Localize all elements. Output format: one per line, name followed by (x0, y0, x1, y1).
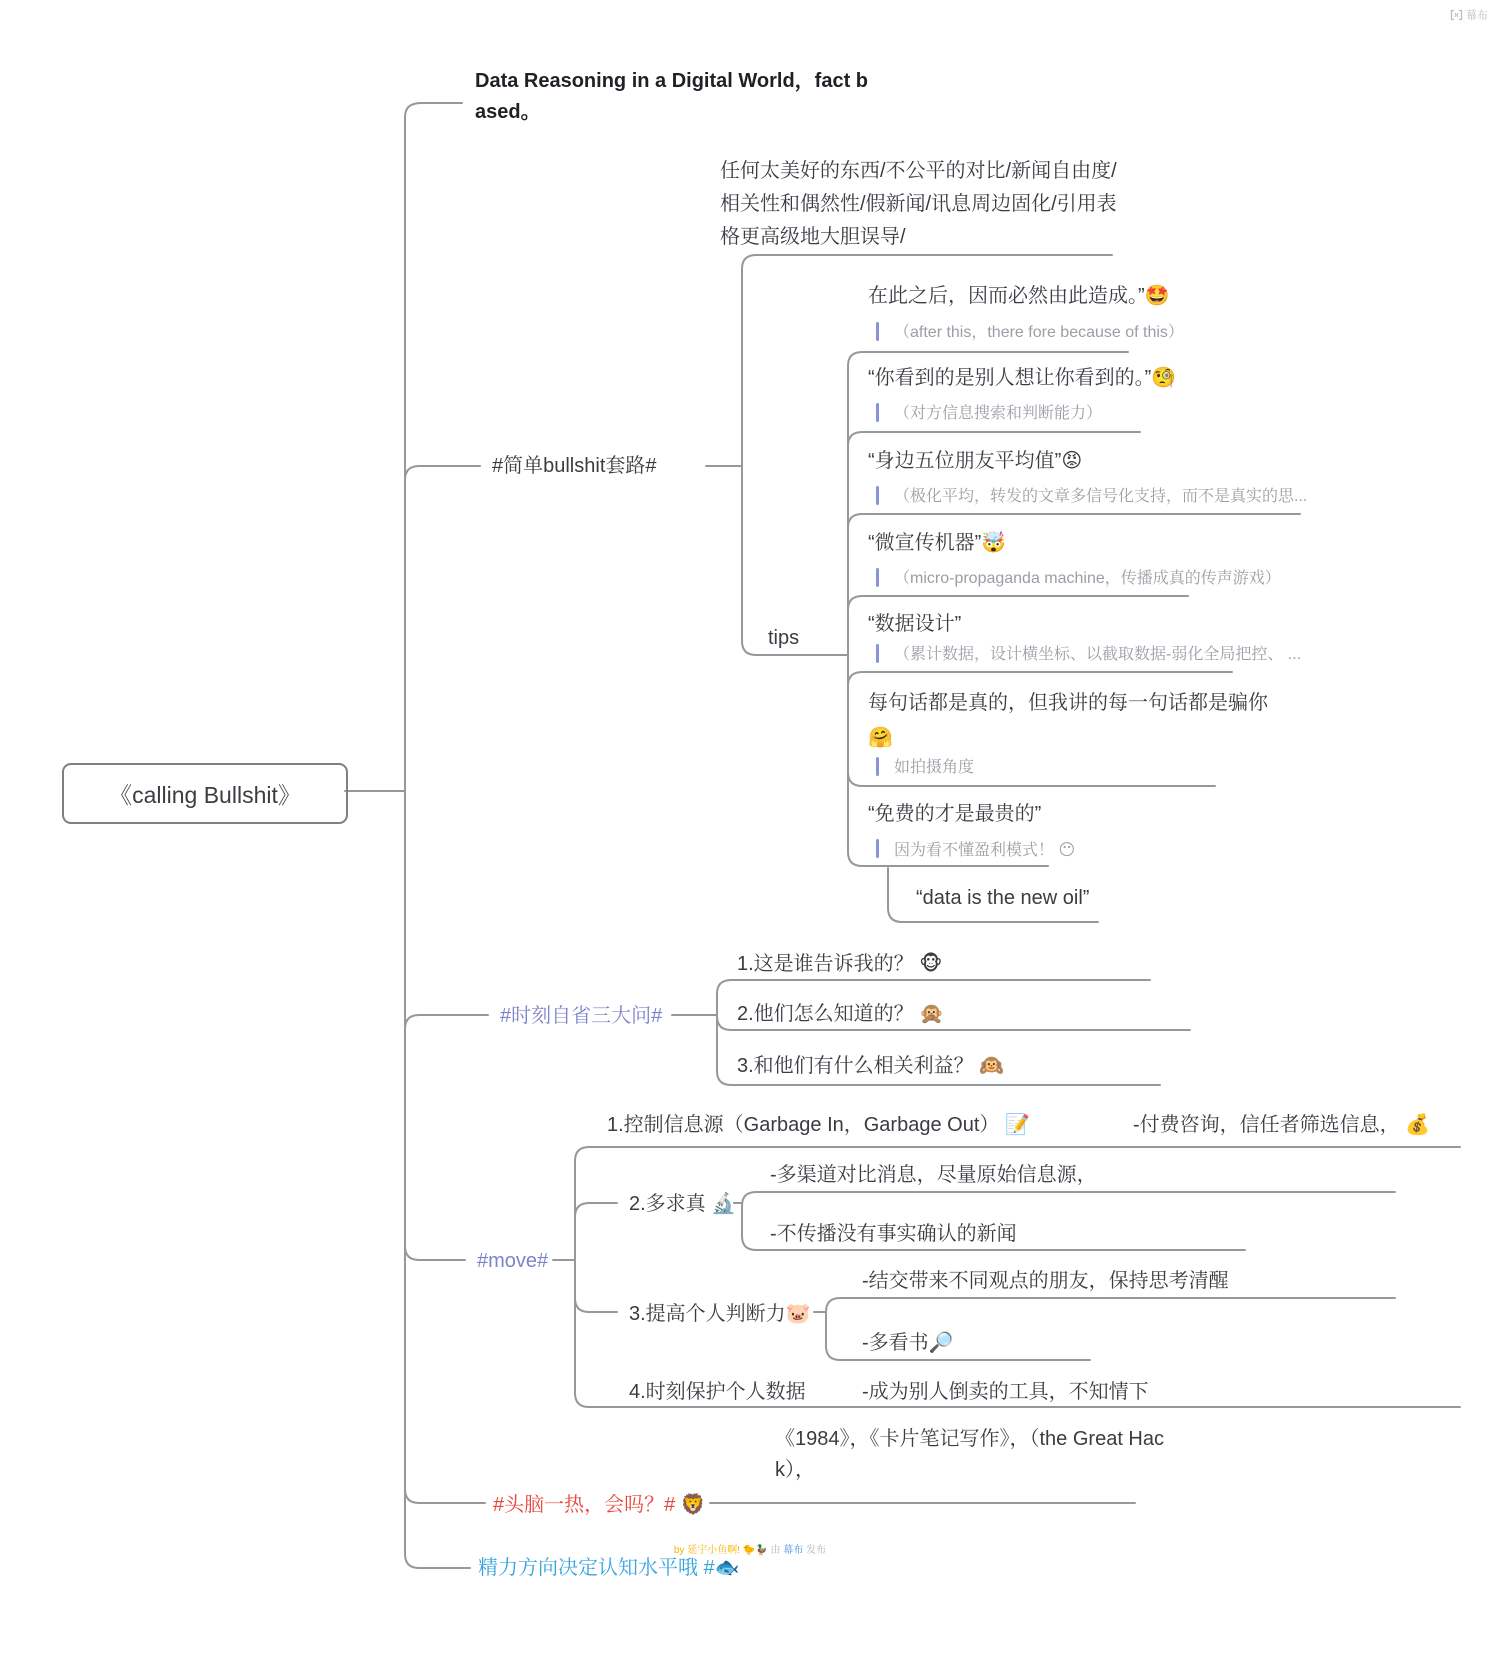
note-bar (876, 757, 879, 776)
fish-emoji: 🐟 (714, 1555, 740, 1579)
branch-move[interactable]: #move# (477, 1250, 549, 1272)
note-micro-propaganda-machine: （micro-propaganda machine，传播成真的传声游戏） (894, 570, 1281, 587)
move-control-info-source[interactable]: 1.控制信息源（Garbage In，Garbage Out） 📝 (607, 1112, 1030, 1136)
move-protect-personal-data[interactable]: 4.时刻保护个人数据 (629, 1381, 806, 1403)
footer-by-label: by (673, 1545, 685, 1556)
note-polarized-average: （极化平均，转发的文章多信号化支持，而不是真实的思... (894, 488, 1308, 505)
move-friends-different-views[interactable]: -结交带来不同观点的朋友，保持思考清醒 (862, 1270, 1229, 1292)
mubu-logo-icon (1450, 9, 1463, 21)
question-who-told-me[interactable]: 1.这是谁告诉我的？ 🐵 (737, 951, 943, 975)
footer-author-link[interactable]: 延宇小鱼啊! (687, 1545, 741, 1556)
node-tips[interactable]: tips (768, 627, 800, 649)
move-paid-consulting[interactable]: -付费咨询，信任者筛选信息， 💰 (1133, 1112, 1431, 1136)
note-camera-angle: 如拍摄角度 (894, 759, 975, 776)
tip-you-see-what-they-want[interactable]: “你看到的是别人想让你看到的。”🧐 (868, 365, 1177, 389)
memo-emoji: 📝 (1004, 1112, 1030, 1136)
branch-simple-bullshit-tricks[interactable]: #简单bullshit套路# (492, 455, 657, 477)
hugging-face-emoji: 🤗 (868, 725, 893, 749)
mubu-watermark (1450, 7, 1488, 23)
note-bar (876, 322, 879, 341)
note-bar (876, 644, 879, 663)
monocle-face-emoji: 🧐 (1151, 365, 1177, 389)
move-multi-channel-compare[interactable]: -多渠道对比消息，尽量原始信息源， (770, 1164, 1097, 1186)
note-cumulative-data: （累计数据，设计横坐标、以截取数据-弱化全局把控、 ... (894, 646, 1302, 663)
note-info-search-judgement: （对方信息搜索和判断能力） (894, 405, 1103, 422)
branch-three-self-questions[interactable]: #时刻自省三大问# (500, 1005, 663, 1027)
tip-five-friends-average[interactable]: “身边五位朋友平均值”😡 (868, 448, 1083, 472)
move-improve-judgement[interactable]: 3.提高个人判断力🐷 (629, 1301, 811, 1325)
note-bar (876, 403, 879, 422)
note-bar (876, 486, 879, 505)
pig-face-emoji: 🐷 (785, 1301, 811, 1325)
move-no-unverified-news[interactable]: -不传播没有事实确认的新闻 (770, 1223, 1017, 1245)
node-misleading-patterns-list[interactable]: 任何太美好的东西/不公平的对比/新闻自由度/相关性和偶然性/假新闻/讯息周边固化/引用表格更高级地大胆误导/ (720, 160, 1117, 248)
tip-free-is-most-expensive[interactable]: “免费的才是最贵的” (868, 803, 1042, 825)
note-after-this: （after this，there fore because of this） (894, 324, 1184, 341)
note-bar (876, 568, 879, 587)
branch-energy-direction[interactable]: 精力方向决定认知水平哦 #🐟 (478, 1555, 740, 1579)
chick-duck-emojis: 🐤🦆 (742, 1545, 768, 1556)
move-read-more-books[interactable]: -多看书🔎 (862, 1330, 954, 1354)
microscope-emoji: 🔬 (711, 1191, 737, 1215)
tip-post-hoc[interactable]: 在此之后，因而必然由此造成。”🤩 (868, 283, 1170, 307)
move-seek-truth[interactable]: 2.多求真 🔬 (629, 1191, 737, 1215)
star-struck-emoji: 🤩 (1144, 283, 1170, 307)
footer-via-label: 由 (770, 1545, 781, 1556)
hear-no-evil-emoji: 🙉 (979, 1053, 1005, 1077)
question-what-interest[interactable]: 3.和他们有什么相关利益？ 🙉 (737, 1053, 1005, 1077)
root-title: 《calling Bullshit》 (109, 782, 301, 808)
speak-no-evil-emoji: 🙊 (919, 1001, 945, 1025)
note-profit-model: 因为看不懂盈利模式！ 😶 (894, 840, 1076, 859)
tip-data-design[interactable]: “数据设计” (868, 613, 962, 635)
root-node-calling-bullshit[interactable] (62, 763, 348, 824)
move-resold-tool-unknowingly[interactable]: -成为别人倒卖的工具，不知情下 (862, 1381, 1149, 1403)
monkey-face-emoji: 🐵 (919, 951, 943, 975)
mubu-brand-label: 幕布 (1466, 10, 1488, 22)
branch-data-reasoning[interactable]: Data Reasoning in a Digital World，fact based。 (475, 70, 869, 123)
magnifying-glass-emoji: 🔎 (928, 1330, 954, 1354)
footer-mubu-link[interactable]: 幕布 (783, 1545, 804, 1556)
lion-face-emoji: 🦁 (680, 1492, 706, 1516)
branch-hot-headed[interactable]: #头脑一热，会吗？# 🦁 (493, 1492, 706, 1516)
no-mouth-face-emoji: 😶 (1058, 840, 1076, 859)
tip-every-sentence-true[interactable]: 每句话都是真的，但我讲的每一句话都是骗你 🤗 (868, 686, 1268, 754)
note-bar (876, 839, 879, 858)
question-how-do-they-know[interactable]: 2.他们怎么知道的？ 🙊 (737, 1001, 945, 1025)
export-footer (0, 1541, 1500, 1556)
enraged-face-emoji: 😡 (1061, 448, 1083, 472)
exploding-head-emoji: 🤯 (981, 530, 1007, 554)
tip-micro-propaganda[interactable]: “微宣传机器”🤯 (868, 530, 1007, 554)
footer-publish-label: 发布 (806, 1545, 827, 1556)
money-bag-emoji: 💰 (1405, 1112, 1431, 1136)
tip-data-is-the-new-oil[interactable]: “data is the new oil” (916, 887, 1090, 909)
node-book-list[interactable]: 《1984》，《卡片笔记写作》，（the Great Hack）， (775, 1428, 1164, 1481)
